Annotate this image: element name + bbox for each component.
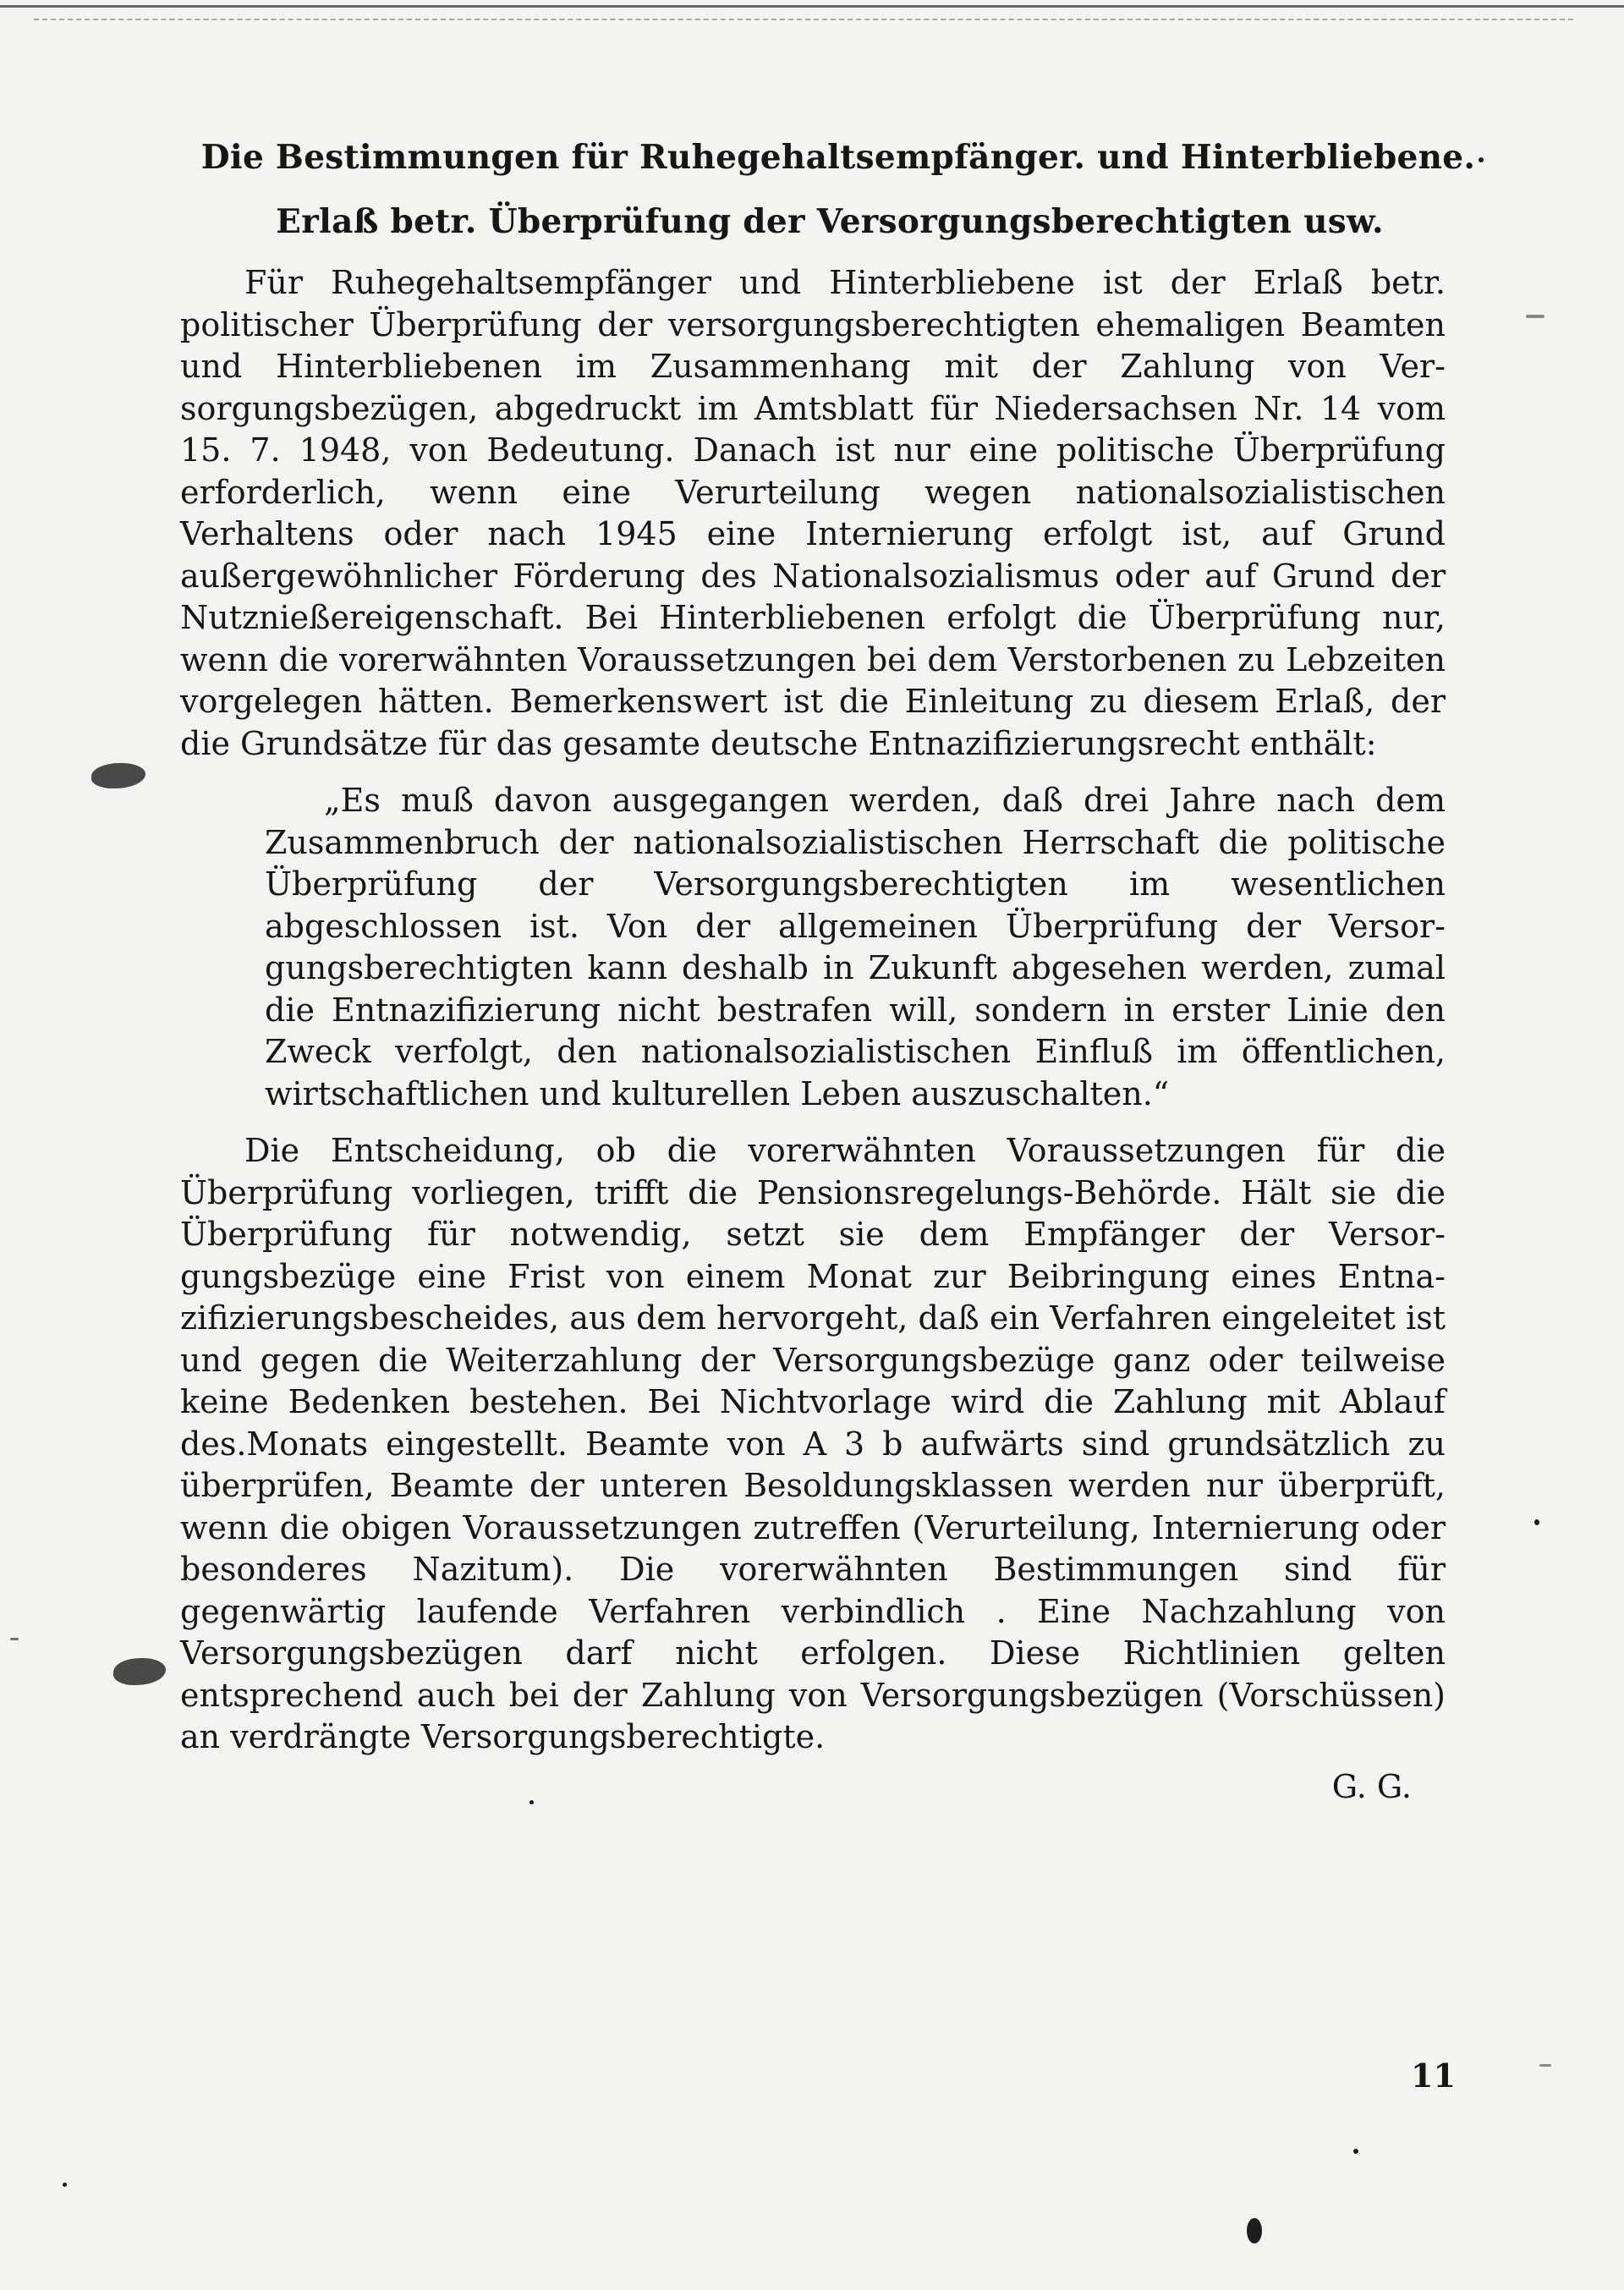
body-paragraph-1: Für Ruhegehaltsempfänger und Hinterbliebene ist der Erlaß betr. politischer Überprüfung der versorgungsberechtigten ehemaligen Beamten und Hinterbliebenen im Zusammenhang mit der Zahlung von Versorgungsbezügen, abgedruckt im Amtsblatt für Niedersachsen Nr. 14 vom 15. 7. 1948, von Bedeutung. Danach ist nur eine politische Überprüfung erforderlich, wenn eine Verurteilung wegen nationalsozialistischen Verhaltens oder nach 1945 eine Internierung erfolgt ist, auf Grund außergewöhnlicher Förderung des Nationalsozialismus oder auf Grund der Nutznießereigenschaft. Bei Hinterbliebenen erfolgt die Überprüfung nur, wenn die vorerwähnten Voraussetzungen bei dem Verstorbenen zu Lebzeiten vorgelegen hätten. Bemerkenswert ist die Einleitung zu diesem Erlaß, der die Grundsätze für das gesamte deutsche Entnazifizierungsrecht enthält: bbox=[180, 264, 1446, 762]
author-signature: G. G. bbox=[1331, 1767, 1412, 1805]
block-quote: „Es muß davon ausgegangen werden, daß drei Jahre nach dem Zusammenbruch der nationalsozialistischen Herrschaft die politische Überprüfung der Versorgungsberechtigten im wesentlichen abgeschlossen ist. Von der allgemeinen Überprüfung der Versorgungsberechtigten kann deshalb in Zukunft abgesehen werden, zumal die Entnazifizierung nicht bestrafen will, sondern in erster Linie den Zweck verfolgt, den nationalsozialistischen Einfluß im öffentlichen, wirtschaftlichen und kulturellen Leben auszuschalten.“ bbox=[265, 782, 1446, 1112]
page-top-dashed-rule bbox=[34, 19, 1573, 20]
speck-4 bbox=[1247, 2218, 1262, 2243]
main-heading: Die Bestimmungen für Ruhegehaltsempfänger. und Hinterbliebene. bbox=[200, 138, 1476, 177]
body-paragraph-2: Die Entscheidung, ob die vorerwähnten Voraussetzungen für die Überprüfung vorliegen, trifft die Pensionsregelungs-Behörde. Hält sie die Überprüfung für notwendig, setzt sie dem Empfänger der Versorgungsbezüge eine Frist von einem Monat zur Beibringung eines Entnazifizierungsbescheides, aus dem hervorgeht, daß ein Verfahren eingeleitet ist und gegen die Weiterzahlung der Versorgungsbezüge ganz oder teilweise keine Bedenken bestehen. Bei Nichtvorlage wird die Zahlung mit Ablauf des.Monats eingestellt. Beamte von A 3 b aufwärts sind grundsätzlich zu überprüfen, Beamte der unteren Besoldungsklassen werden nur überprüft, wenn die obigen Voraussetzungen zutreffen (Verurteilung, Internierung oder besonderes Nazitum). Die vorerwähnten Bestimmungen sind für gegenwärtig laufende Verfahren verbindlich . Eine Nachzahlung von Versorgungsbezügen darf nicht erfolgen. Diese Richtlinien gelten entsprechend auch bei der Zahlung von Versorgungsbezügen (Vorschüssen) an verdrängte Versorgungsberechtigte. bbox=[180, 1132, 1446, 1755]
speck-3 bbox=[1353, 2149, 1358, 2154]
hole-punch-mark-lower bbox=[113, 1658, 166, 1685]
page-top-edge-rule bbox=[0, 5, 1624, 8]
speck-2 bbox=[1534, 1519, 1539, 1525]
page-number: 11 bbox=[1411, 2057, 1456, 2095]
speck-5 bbox=[529, 1800, 534, 1804]
speck-9 bbox=[10, 1638, 19, 1640]
speck-7 bbox=[1526, 315, 1544, 318]
hole-punch-mark-upper bbox=[91, 763, 145, 788]
speck-1 bbox=[1479, 157, 1484, 162]
sub-heading: Erlaß betr. Überprüfung der Versorgungsberechtigten usw. bbox=[276, 202, 1384, 241]
speck-8 bbox=[1539, 2064, 1551, 2067]
speck-6 bbox=[63, 2183, 67, 2187]
page-content bbox=[180, 135, 1476, 1808]
